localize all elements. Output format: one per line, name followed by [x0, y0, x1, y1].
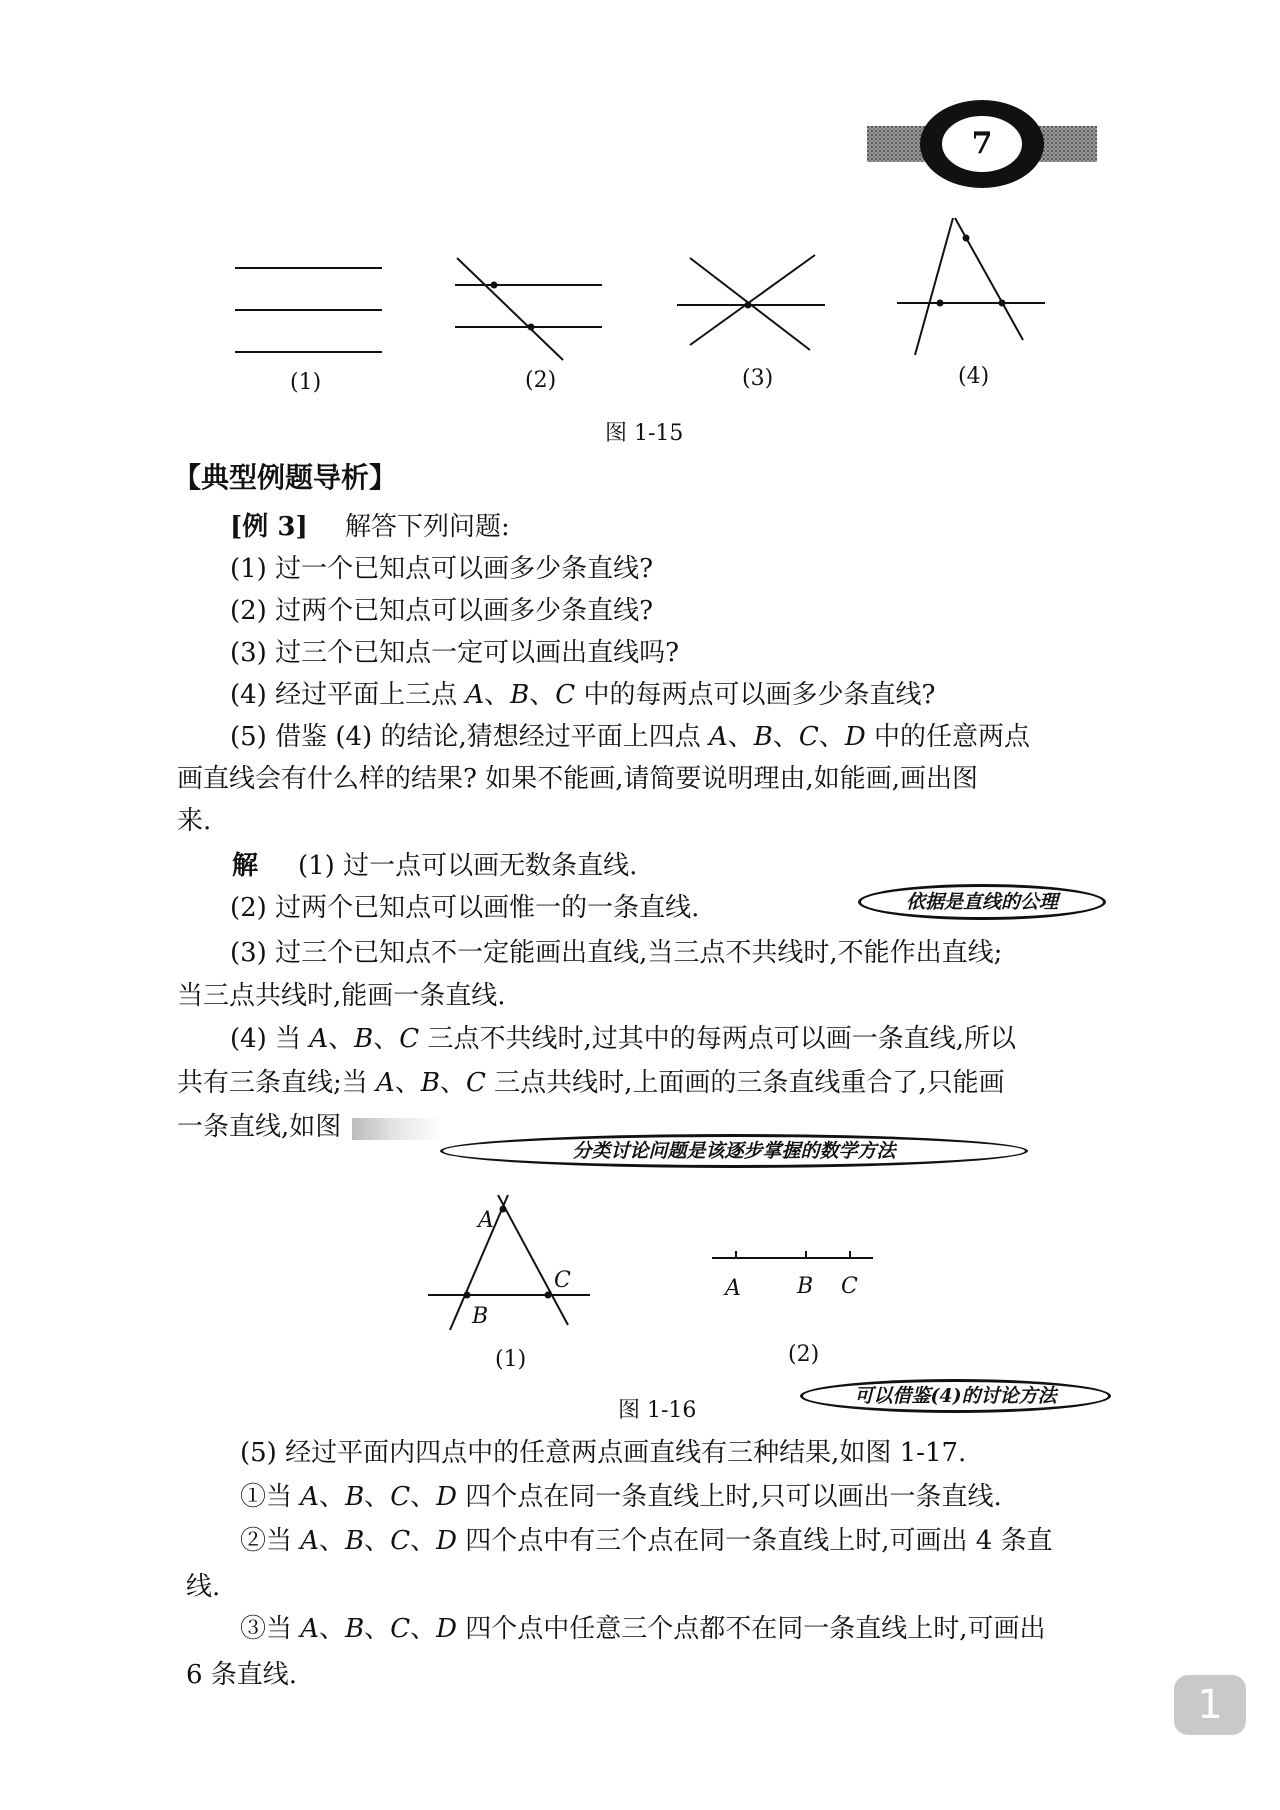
question-1: (1) 过一个已知点可以画多少条直线? — [230, 554, 654, 584]
fig116-point-b — [464, 1292, 471, 1299]
page-number: 7 — [971, 126, 993, 161]
section-title: 【典型例题导析】 — [173, 461, 398, 494]
fig116-point-c — [545, 1292, 552, 1299]
fig116-1-label-c: C — [554, 1268, 571, 1293]
fig116-caption: 图 1-16 — [618, 1398, 697, 1423]
fig115-label-3: (3) — [742, 366, 774, 391]
case-2-line-1: ②当 A、B、C、D 四个点中有三个点在同一条直线上时,可画出 4 条直 — [240, 1526, 1053, 1556]
fig115-4-point-3 — [963, 235, 970, 242]
fig116-label-1: (1) — [495, 1347, 527, 1372]
blurred-region — [352, 1118, 442, 1140]
fig116-label-2: (2) — [788, 1342, 820, 1367]
fig115-caption: 图 1-15 — [605, 421, 684, 446]
answer-5: (5) 经过平面内四点中的任意两点画直线有三种结果,如图 1-17. — [240, 1438, 967, 1468]
question-3: (3) 过三个已知点一定可以画出直线吗? — [230, 638, 680, 668]
case-1: ①当 A、B、C、D 四个点在同一条直线上时,只可以画出一条直线. — [240, 1482, 1002, 1512]
note-refer: 可以借鉴(4)的讨论方法 — [800, 1379, 1111, 1413]
fig115-4-line-2 — [915, 218, 953, 355]
case-2-line-2: 线. — [186, 1572, 221, 1602]
fig115-label-1: (1) — [290, 370, 322, 395]
note-axiom: 依据是直线的公理 — [858, 884, 1106, 920]
question-4: (4) 经过平面上三点 A、B、C 中的每两点可以画多少条直线? — [230, 680, 936, 710]
answer-4-line-3: 一条直线,如图 — [177, 1112, 342, 1142]
example-intro: 解答下列问题: — [345, 512, 510, 542]
question-5-line-1: (5) 借鉴 (4) 的结论,猜想经过平面上四点 A、B、C、D 中的任意两点 — [230, 722, 1030, 752]
answer-4-line-1: (4) 当 A、B、C 三点不共线时,过其中的每两点可以画一条直线,所以 — [230, 1024, 1016, 1054]
fig115-3-line-3 — [690, 255, 815, 345]
fig116-point-a — [500, 1206, 507, 1213]
note-classify: 分类讨论问题是该逐步掌握的数学方法 — [440, 1134, 1028, 1168]
answer-2: (2) 过两个已知点可以画惟一的一条直线. — [230, 893, 700, 923]
fig115-4-point-1 — [937, 300, 944, 307]
fig116-2-label-c: C — [841, 1274, 858, 1299]
answer-3-line-2: 当三点共线时,能画一条直线. — [177, 981, 506, 1011]
fig116-1-label-a: A — [478, 1208, 494, 1233]
viewer-page-indicator[interactable]: 1 — [1174, 1675, 1246, 1735]
fig115-2-point-2 — [528, 324, 535, 331]
fig116-1-line-ac — [498, 1195, 568, 1325]
fig116-1-label-b: B — [472, 1304, 489, 1329]
fig115-2-transversal — [457, 258, 563, 360]
fig115-2-point-1 — [491, 282, 498, 289]
case-3-line-2: 6 条直线. — [186, 1660, 298, 1690]
fig116-2-label-b: B — [797, 1274, 814, 1299]
answer-3-line-1: (3) 过三个已知点不一定能画出直线,当三点不共线时,不能作出直线; — [230, 938, 1003, 968]
fig116-2-label-a: A — [725, 1276, 741, 1301]
fig115-4-point-2 — [999, 300, 1006, 307]
fig115-label-2: (2) — [525, 368, 557, 393]
fig115-3-point — [745, 302, 752, 309]
question-2: (2) 过两个已知点可以画多少条直线? — [230, 596, 654, 626]
figure-1-16 — [0, 1180, 1280, 1370]
question-5-line-3: 来. — [177, 806, 212, 836]
question-5-line-2: 画直线会有什么样的结果? 如果不能画,请简要说明理由,如能画,画出图 — [177, 764, 978, 794]
answer-4-line-2: 共有三条直线;当 A、B、C 三点共线时,上面画的三条直线重合了,只能画 — [177, 1068, 1005, 1098]
example-tag: [例 3] — [230, 512, 308, 542]
fig115-label-4: (4) — [958, 364, 990, 389]
figure-1-15 — [0, 0, 1280, 400]
solution-label: 解 — [232, 851, 259, 881]
answer-1: (1) 过一点可以画无数条直线. — [298, 851, 638, 881]
case-3-line-1: ③当 A、B、C、D 四个点中任意三个点都不在同一条直线上时,可画出 — [240, 1614, 1046, 1644]
